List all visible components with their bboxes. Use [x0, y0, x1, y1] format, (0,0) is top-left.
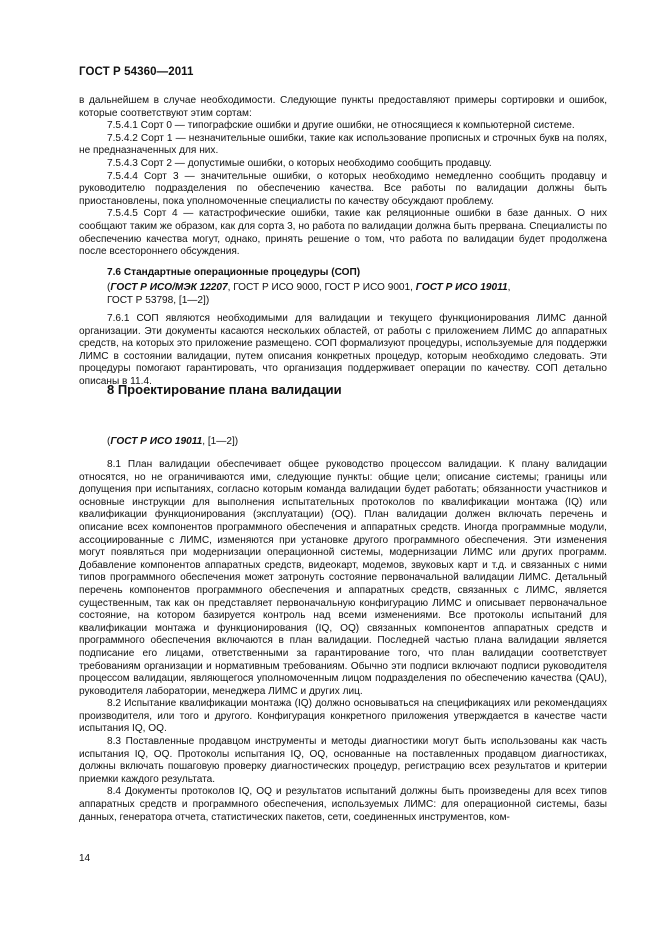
section-7-6-heading: 7.6 Стандартные операционные процедуры (СОП): [107, 267, 361, 278]
paragraph-continuation: в дальнейшем в случае необходимости. Следующие пункты предоставляют примеры сортировки и ошибок, которые соответствуют этим сортам:: [79, 95, 607, 119]
ref-open: (: [107, 436, 111, 447]
section-7-6-body: [79, 313, 607, 389]
paragraph-7-5-4-2: 7.5.4.2 Сорт 1 — незначительные ошибки, такие как использование прописных и строчных букв на полях, не предназначенных для них.: [79, 132, 607, 157]
ref-middle: , ГОСТ Р ИСО 9000, ГОСТ Р ИСО 9001,: [227, 282, 416, 293]
paragraph-7-5-4-5: 7.5.4.5 Сорт 4 — катастрофические ошибки, такие как реляционные ошибки в базе данных. О них сообщают таким же образом, как для сорта 3, но работа по валидации должна быть прервана. Специалисты по обеспечению качества могут, однако, принять решение о том, что работа по валидации будет продолжена после всестороннего обсуждения.: [79, 208, 607, 258]
section-8-body: [79, 459, 607, 824]
page-number: 14: [79, 853, 91, 864]
paragraph-8-1: 8.1 План валидации обеспечивает общее руководство процессом валидации. К плану валидации относятся, но не ограничиваются ими, следующие пункты: общие цели; описание системы; границы или допущения при испытаниях, согласно которым команда валидации будет работать; обязанности участников и основные инструкции для выполнения испытательных протоколов по квалификации монтажа (IQ) или квалификации функционирования (эксплуатации) (OQ). План валидации должен включать перечень и описание всех компонентов программного обеспечения и аппаратных средств. Иногда программные модули, ассоциированные с ЛИМС, изменяются при установке другого программного обеспечения. Эти изменения могут появляться при модернизации операционной системы, модернизации ЛИМС или других программ. Добавление компонентов аппаратных средств, видеокарт, модемов, звуковых карт и т.д. и связанных с ними типов программного обеспечения может затронуть состояние первоначальной валидации ЛИМС. Детальный перечень компонентов программного обеспечения и аппаратных средств, связанных с ЛИМС, является существенным, так как он представляет первоначальную конфигурацию ЛИМС и описывает первоначальное состояние, на котором базируется контроль над всеми изменениями. Все протоколы испытаний для квалификации монтажа и функционирования (IQ, OQ) связанных компонентов аппаратных средств и программного обеспечения включаются в план валидации. Последней частью плана валидации является подписание его лицами, ответственными за гарантирование того, что план валидации соответствует требованиям организации и нормативным требованиям. Обычно эти подписи включают подписи руководителя процессом валидации, являющегося уполномоченным лицом подразделения по обеспечению качества (QAU), руководителя лаборатории, менеджера ЛИМС и других лиц.: [79, 459, 607, 697]
paragraph-7-6-1: 7.6.1 СОП являются необходимыми для валидации и текущего функционирования ЛИМС данной организации. Эти документы касаются нескольких областей, от работы с приложением ЛИМС до аппаратных средств, на которых это приложение размещено. СОП формализуют процедуры, используемые для поддержки ЛИМС в состоянии валидации, путем описания конкретных процедур, которым необходимо следовать. Эти процедуры помогают гарантировать, что организация поддерживает операции по качеству. СОП детально описаны в 11.4.: [79, 313, 607, 387]
ref-standard-19011: ГОСТ Р ИСО 19011: [110, 436, 203, 447]
paragraph-7-5-4-1: 7.5.4.1 Сорт 0 — типографские ошибки и другие ошибки, не относящиеся к компьютерной системе.: [107, 120, 575, 132]
paragraph-8-3: 8.3 Поставленные продавцом инструменты и методы диагностики могут быть использованы как часть испытания IQ, OQ. Протоколы испытания IQ, OQ, основанные на поставленных продавцом диагностиках, должны включать пошаговую проверку диагностических процедур, регистрацию всех результатов и критерии приемки каждого результата.: [79, 736, 607, 785]
ref-end: ,: [507, 282, 511, 293]
ref-standard-19011: ГОСТ Р ИСО 19011: [415, 282, 508, 293]
section-7-6-references: [107, 282, 510, 307]
paragraph-8-4: 8.4 Документы протоколов IQ, OQ и результатов испытаний должны быть произведены для всех типов аппаратных средств и программного обеспечения, используемых ЛИМС: для операционной системы, базы данных, генератора отчета, статистических пакетов, сети, соединенных инструментов, ком-: [79, 786, 607, 823]
ref-end: , [1—2]): [202, 436, 239, 447]
paragraph-7-5-4-3: 7.5.4.3 Сорт 2 — допустимые ошибки, о которых необходимо сообщить продавцу.: [107, 157, 492, 169]
paragraph-8-2: 8.2 Испытание квалификации монтажа (IQ) должно основываться на спецификациях или рекомендациях производителя, или того и другого. Конфигурация конкретного приложения утверждается в качестве части испытания IQ, OQ.: [79, 698, 607, 735]
intro-block: [79, 95, 607, 259]
running-header: ГОСТ Р 54360—2011: [79, 66, 194, 78]
section-8-heading: 8 Проектирование плана валидации: [107, 382, 342, 397]
ref-line-2: ГОСТ Р 53798, [1—2]): [107, 294, 210, 306]
ref-open: (: [107, 282, 111, 293]
ref-standard-12207: ГОСТ Р ИСО/МЭК 12207: [110, 282, 228, 293]
section-8-references: [107, 436, 238, 449]
paragraph-7-5-4-4: 7.5.4.4 Сорт 3 — значительные ошибки, о которых необходимо немедленно сообщить продавцу и руководителю подразделения по обеспечению качества. Все работы по валидации должны быть приостановлены, пока уполномоченные специалисты по качеству обсуждают проблему.: [79, 170, 607, 207]
